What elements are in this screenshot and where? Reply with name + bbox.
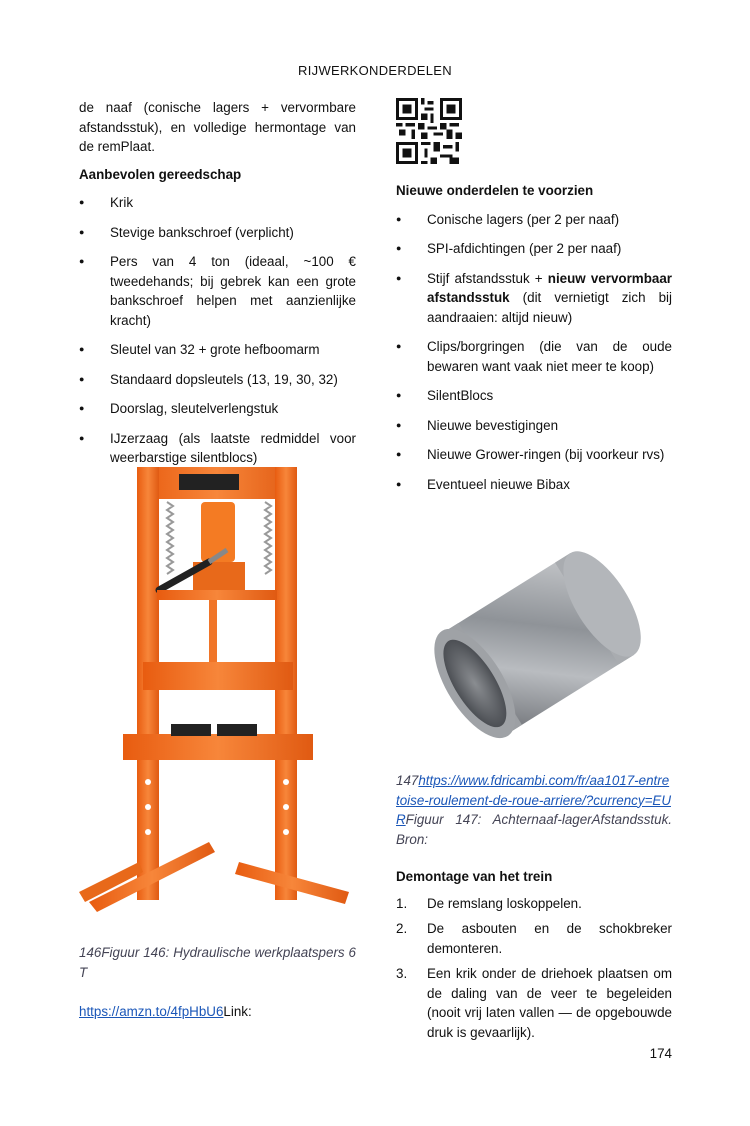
left-column [79,98,356,478]
link-suffix: Link: [223,1004,252,1019]
caption-suffix: Figuur 147: Achternaaf-lagerAfstandsstuk. Bron: [396,812,672,847]
fdricambi-link[interactable]: https://www.fdricambi.com/fr/aa1017-entretoise-roulement-de-roue-arriere/?currency=EUR [396,773,671,827]
parts-heading: Nieuwe onderdelen te voorzien [396,183,594,198]
disassembly-section [396,867,672,1048]
disassembly-heading: Demontage van het trein [396,869,553,884]
qr-code-image[interactable] [396,98,462,164]
item-text: Stijf afstandsstuk + [427,270,548,286]
list-item: ● Standaard dopsleutels (13, 19, 30, 32) [79,370,356,390]
list-item [396,964,672,1042]
parts-list [396,210,672,495]
list-item [396,894,672,914]
list-item: ● SPI-afdichtingen (per 2 per naaf) [396,239,672,259]
step-number: 1. [396,895,408,911]
tools-heading: Aanbevolen gereedschap [79,166,242,182]
list-item: ● Clips/borgringen (die van de oude bewaren want vaak niet meer te koop) [396,337,672,376]
item-text: (dit vernietigt zich bij aandraaien: altijd nieuw) [427,290,672,325]
list-item [396,269,672,328]
figure-146-caption-block [79,943,356,1022]
bearing-spacer-image [430,540,645,755]
steps-list [396,894,672,1043]
tools-list [79,193,356,468]
list-item: ● Sleutel van 32 + grote hefboomarm [79,340,356,360]
item-emphasis: nieuw vervormbaar afstandsstuk [427,270,672,305]
list-item: ● IJzerzaag (als laatste redmiddel voor weerbarstige silentblocs) [79,429,356,468]
list-item: ● Doorslag, sleutelverlengstuk [79,399,356,419]
list-item [396,919,672,958]
step-text: De remslang loskoppelen. [427,895,582,911]
page-number: 174 [649,1046,672,1061]
step-number: 3. [396,966,408,981]
list-item: ● Eventueel nieuwe Bibax [396,475,672,495]
caption-prefix: 147 [396,773,419,788]
list-item: ● Stevige bankschroef (verplicht) [79,223,356,243]
amazon-link[interactable]: https://amzn.to/4fpHbU6 [79,1004,224,1019]
intro-paragraph: de naaf (conische lagers + vervormbare afstandsstuk), en volledige hermontage van de remPlaat. [79,100,356,154]
source-link-line [79,1002,356,1022]
step-text: Een krik onder de driehoek plaatsen om de daling van de veer te begeleiden (nooit vrij laten vallen — de opgebouwde druk is gevaarlijk). [427,966,672,1040]
list-item: ● Pers van 4 ton (ideaal, ~100 € tweedehands; bij gebrek kan een grote bankschroef helpen met aanzienlijke kracht) [79,252,356,330]
step-text: De asbouten en de schokbreker demonteren. [427,921,672,956]
figure-147-caption-block [396,771,672,849]
figure-caption: 146Figuur 146: Hydraulische werkplaatspers 6 T [79,945,356,980]
list-item: ● Nieuwe bevestigingen [396,416,672,436]
list-item: ● Krik [79,193,356,213]
running-header: RIJWERKONDERDELEN [298,63,452,78]
list-item: ● Conische lagers (per 2 per naaf) [396,210,672,230]
list-item: ● Nieuwe Grower-ringen (bij voorkeur rvs) [396,445,672,465]
figure-caption [396,771,672,849]
hydraulic-press-image [79,462,356,937]
step-number: 2. [396,921,408,936]
list-item: ● SilentBlocs [396,386,672,406]
right-column [396,181,672,504]
